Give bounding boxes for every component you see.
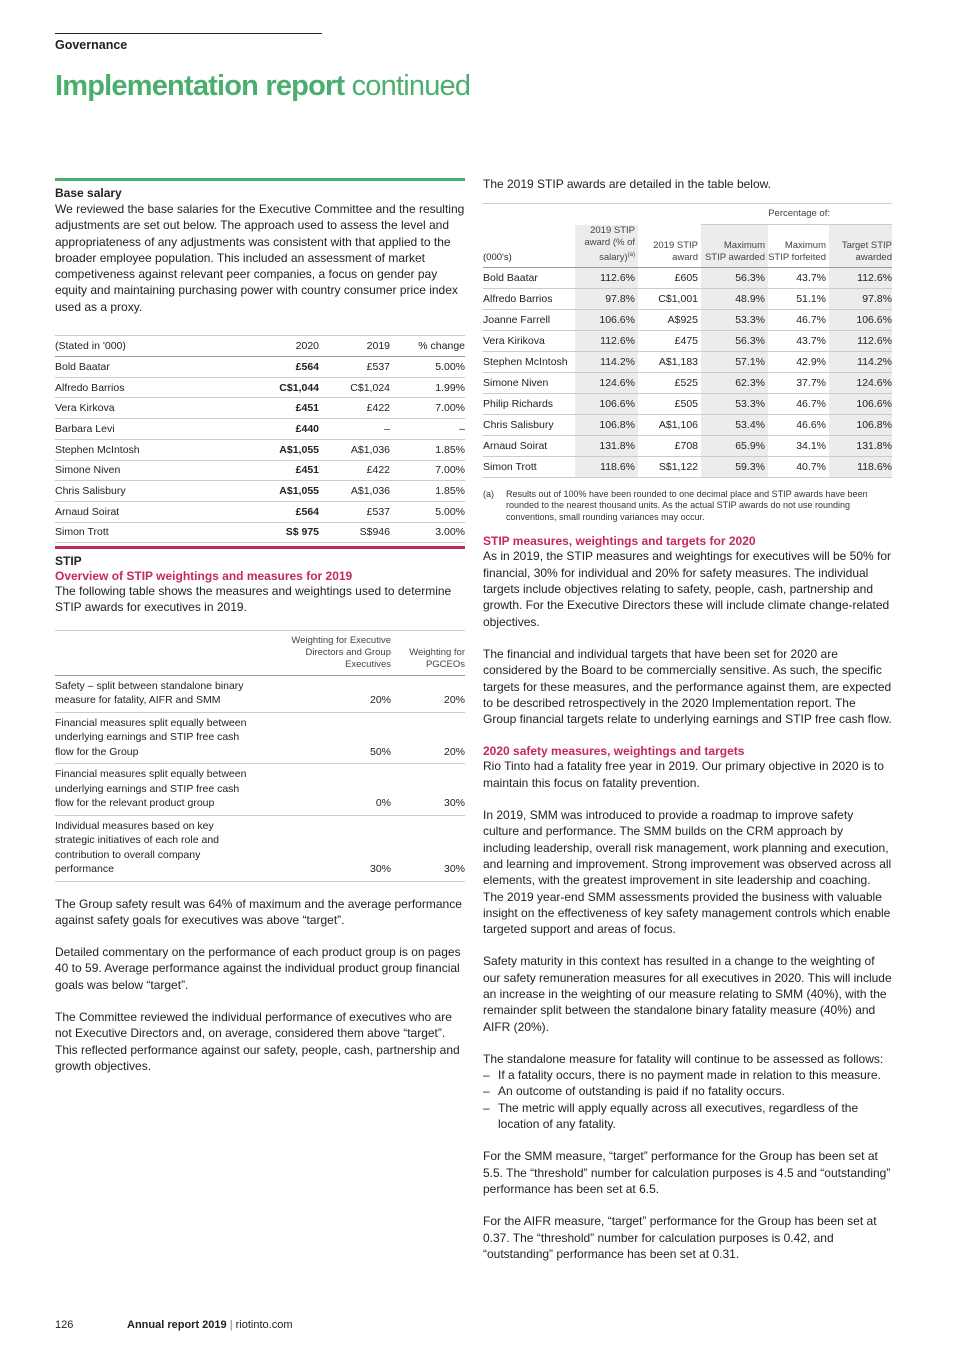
- cell-change: 3.00%: [390, 522, 465, 543]
- cell-max-awarded: 62.3%: [701, 372, 768, 393]
- cell-2020: A$1,055: [255, 439, 319, 460]
- safety-2020-para-4: The standalone measure for fatality will continue to be assessed as follows:: [483, 1051, 884, 1066]
- cell-pgceo-weight: 20%: [391, 712, 465, 764]
- footer-report: [127, 1319, 292, 1331]
- cell-measure: Financial measures split equally between underlying earnings and STIP free cash flow for the Group: [55, 712, 270, 764]
- stip-heading: STIP: [55, 554, 82, 568]
- table-row: [55, 419, 465, 440]
- footnote-text: Results out of 100% have been rounded to one decimal place and STIP awards have been rounded to the nearest thousand units. As the actual STIP awards do not use rounding conventions, small rounding variances may occur.: [506, 488, 868, 522]
- cell-name: Simone Niven: [55, 460, 255, 481]
- cell-exec-weight: 0%: [270, 764, 391, 816]
- cell-name: Barbara Levi: [55, 419, 255, 440]
- safety-2020-para-2: In 2019, SMM was introduced to provide a roadmap to improve safety culture and performance. The SMM builds on the CRM approach by including leadership, overall risk management, work planning and execution, and learning and improvement. Strong improvement was observed across all elements, with the greatest improvement in site leadership and coaching. The 2019 year-end SMM assessments provided the business with valuable insight on the effectiveness of key safety management controls which enable targeted support and areas of focus.: [483, 808, 892, 937]
- col-header: % change: [390, 336, 465, 357]
- cell-target-awarded: 118.6%: [829, 456, 892, 477]
- measures-2020-heading: STIP measures, weightings and targets for 2020: [483, 534, 756, 549]
- table-row: [483, 330, 892, 351]
- footer-separator: |: [229, 1319, 233, 1331]
- cell-2019: C$1,024: [319, 377, 390, 398]
- table-row: [55, 481, 465, 502]
- col-header: Target STIP awarded: [829, 225, 892, 268]
- col-header: 2019: [319, 336, 390, 357]
- header-rule: [55, 33, 322, 34]
- cell-target-awarded: 97.8%: [829, 288, 892, 309]
- cell-award: C$1,001: [638, 288, 701, 309]
- cell-max-forfeited: 34.1%: [768, 435, 829, 456]
- awards-intro: The 2019 STIP awards are detailed in the table below.: [483, 177, 771, 191]
- table-row: [483, 309, 892, 330]
- cell-award: S$1,122: [638, 456, 701, 477]
- cell-2020: £564: [255, 357, 319, 378]
- cell-name: Alfredo Barrios: [55, 377, 255, 398]
- cell-2019: £537: [319, 501, 390, 522]
- safety-2020-para-3: Safety maturity in this context has resulted in a change to the weighting of our safety remuneration measures for all executives in 2020. This will include an increase in the weighting of our measure relating to SMM (40%), with the remainder split between the standalone binary fatality measure (40%) and AIFR (20%).: [483, 954, 892, 1034]
- cell-award: A$1,183: [638, 351, 701, 372]
- cell-measure: Safety – split between standalone binary measure for fatality, AIFR and SMM: [55, 675, 270, 712]
- footnote-label: (a): [483, 488, 494, 499]
- cell-max-awarded: 65.9%: [701, 435, 768, 456]
- table-row: [483, 393, 892, 414]
- table-row: [55, 522, 465, 543]
- table-row: [483, 456, 892, 477]
- list-item: – An outcome of outstanding is paid if no fatality occurs.: [483, 1083, 892, 1099]
- cell-max-awarded: 59.3%: [701, 456, 768, 477]
- cell-change: 1.85%: [390, 481, 465, 502]
- cell-change: 7.00%: [390, 398, 465, 419]
- cell-award: £475: [638, 330, 701, 351]
- cell-change: 7.00%: [390, 460, 465, 481]
- cell-name: Simon Trott: [483, 456, 575, 477]
- col-header: 2020: [255, 336, 319, 357]
- stip-weightings-table: [55, 630, 465, 882]
- cell-name: Bold Baatar: [55, 357, 255, 378]
- table-row: [55, 764, 465, 816]
- cell-pgceo-weight: 30%: [391, 815, 465, 881]
- safety-2020-para-5: For the SMM measure, “target” performance for the Group has been set at 5.5. The “threshold” number for calculation purposes is 4.5 and “outstanding” performance has been set at 6.5.: [483, 1149, 891, 1196]
- cell-name: Arnaud Soirat: [483, 435, 575, 456]
- cell-2019: –: [319, 419, 390, 440]
- stip-awards-table: [483, 203, 892, 478]
- cell-max-awarded: 57.1%: [701, 351, 768, 372]
- cell-award: A$925: [638, 309, 701, 330]
- cell-name: Chris Salisbury: [55, 481, 255, 502]
- cell-name: Chris Salisbury: [483, 414, 575, 435]
- cell-2020: S$ 975: [255, 522, 319, 543]
- cell-change: –: [390, 419, 465, 440]
- cell-target-awarded: 124.6%: [829, 372, 892, 393]
- table-row: [483, 267, 892, 288]
- table-row: [55, 439, 465, 460]
- col-header: [55, 630, 270, 675]
- stip-subheading: Overview of STIP weightings and measures for 2019: [55, 569, 353, 583]
- cell-pgceo-weight: 20%: [391, 675, 465, 712]
- cell-name: Simon Trott: [55, 522, 255, 543]
- cell-2019: A$1,036: [319, 439, 390, 460]
- page-number: 126: [55, 1319, 74, 1331]
- table-row: [55, 675, 465, 712]
- stip-intro: The following table shows the measures and weightings used to determine STIP awards for executives in 2019.: [55, 584, 452, 615]
- table-row: [55, 712, 465, 764]
- cell-2020: £564: [255, 501, 319, 522]
- base-salary-intro: We reviewed the base salaries for the Executive Committee and the resulting adjustments are set out below. The approach used to assess the level and appropriateness of any adjustments was consistent with that applied to the broader employee population. This included an assessment of market competiveness against relevant peer companies, a focus on gender pay equity and maintaining purchasing power with country consumer price index used as a proxy.: [55, 202, 465, 314]
- cell-pct-salary: 124.6%: [575, 372, 638, 393]
- footer-site-link[interactable]: riotinto.com: [235, 1319, 293, 1331]
- cell-name: Simone Niven: [483, 372, 575, 393]
- stip-para-3: The Committee reviewed the individual performance of executives who are not Executive Directors and, on average, considered them above “target”. This reflected performance against our safety, people, cash, partnership and growth objectives.: [55, 1010, 460, 1073]
- cell-name: Arnaud Soirat: [55, 501, 255, 522]
- stip-section: [55, 546, 465, 1074]
- cell-target-awarded: 112.6%: [829, 330, 892, 351]
- cell-2020: £440: [255, 419, 319, 440]
- cell-name: Stephen McIntosh: [55, 439, 255, 460]
- table-row: [483, 351, 892, 372]
- cell-exec-weight: 50%: [270, 712, 391, 764]
- cell-pct-salary: 118.6%: [575, 456, 638, 477]
- cell-pct-salary: 97.8%: [575, 288, 638, 309]
- right-column: [483, 176, 892, 1262]
- cell-award: A$1,106: [638, 414, 701, 435]
- cell-target-awarded: 112.6%: [829, 267, 892, 288]
- base-salary-heading: Base salary: [55, 186, 122, 200]
- cell-max-awarded: 56.3%: [701, 330, 768, 351]
- cell-max-awarded: 53.3%: [701, 309, 768, 330]
- percentage-group-header: Percentage of:: [701, 204, 892, 225]
- list-item: – If a fatality occurs, there is no payment made in relation to this measure.: [483, 1067, 892, 1083]
- col-header: (Stated in '000): [55, 336, 255, 357]
- stip-para-1: The Group safety result was 64% of maximum and the average performance against safety goals for executives was above “target”.: [55, 896, 462, 927]
- cell-award: £505: [638, 393, 701, 414]
- cell-2020: £451: [255, 460, 319, 481]
- cell-award: £605: [638, 267, 701, 288]
- list-item: – The metric will apply equally across all executives, regardless of the location of any fatality.: [483, 1100, 892, 1133]
- base-salary-section: [55, 178, 465, 543]
- cell-change: 1.85%: [390, 439, 465, 460]
- cell-max-awarded: 48.9%: [701, 288, 768, 309]
- measures-2020-para-1: As in 2019, the STIP measures and weightings for executives will be 50% for financial, 30% for individual and 20% for safety measures. The individual targets include objectives relating to safety, people, cash, partnership and growth. For the Executive Directors these will include climate change-related objectives.: [483, 549, 891, 629]
- cell-2019: £422: [319, 398, 390, 419]
- table-row: [55, 815, 465, 881]
- cell-exec-weight: 30%: [270, 815, 391, 881]
- cell-max-forfeited: 46.6%: [768, 414, 829, 435]
- section-name: Governance: [55, 38, 128, 52]
- cell-max-awarded: 53.4%: [701, 414, 768, 435]
- cell-target-awarded: 106.6%: [829, 309, 892, 330]
- cell-max-forfeited: 37.7%: [768, 372, 829, 393]
- stip-para-2: Detailed commentary on the performance of each product group is on pages 40 to 59. Average performance against the individual product group financial goals was below “target”.: [55, 945, 461, 992]
- safety-2020-para-1: Rio Tinto had a fatality free year in 2019. Our primary objective in 2020 is to maintain this focus on fatality prevention.: [483, 759, 884, 790]
- cell-measure: Financial measures split equally between underlying earnings and STIP free cash flow for the relevant product group: [55, 764, 270, 816]
- table-row: [55, 377, 465, 398]
- section-rule: [55, 546, 465, 549]
- cell-target-awarded: 106.6%: [829, 393, 892, 414]
- table-row: [55, 357, 465, 378]
- cell-max-forfeited: 46.7%: [768, 393, 829, 414]
- col-header: Maximum STIP forfeited: [768, 239, 826, 263]
- cell-name: Joanne Farrell: [483, 309, 575, 330]
- cell-name: Alfredo Barrios: [483, 288, 575, 309]
- cell-max-forfeited: 43.7%: [768, 267, 829, 288]
- cell-max-awarded: 53.3%: [701, 393, 768, 414]
- cell-name: Philip Richards: [483, 393, 575, 414]
- cell-change: 5.00%: [390, 357, 465, 378]
- page-title: Implementation report continued: [55, 70, 471, 102]
- report-name: Annual report 2019: [127, 1319, 227, 1331]
- cell-change: 1.99%: [390, 377, 465, 398]
- col-header: [483, 204, 701, 225]
- cell-2019: S$946: [319, 522, 390, 543]
- cell-pct-salary: 106.8%: [575, 414, 638, 435]
- cell-max-forfeited: 51.1%: [768, 288, 829, 309]
- cell-target-awarded: 114.2%: [829, 351, 892, 372]
- col-header: 2019 STIP award (% of salary)$^{(a)}$: [575, 225, 638, 268]
- cell-2019: A$1,036: [319, 481, 390, 502]
- table-row: [483, 372, 892, 393]
- cell-award: £525: [638, 372, 701, 393]
- cell-name: Bold Baatar: [483, 267, 575, 288]
- table-row: [483, 414, 892, 435]
- table-row: [483, 288, 892, 309]
- table-row: [55, 460, 465, 481]
- cell-2020: A$1,055: [255, 481, 319, 502]
- table-row: [55, 501, 465, 522]
- cell-measure: Individual measures based on key strategic initiatives of each role and contribution to overall company performance: [55, 815, 270, 881]
- cell-name: Vera Kirikova: [483, 330, 575, 351]
- cell-max-forfeited: 43.7%: [768, 330, 829, 351]
- col-header: Maximum STIP awarded: [701, 225, 768, 268]
- measures-2020-para-2: The financial and individual targets that have been set for 2020 are considered by the Board to be commercially sensitive. As such, the specific targets for these measures, and the performance against them, are expected to be described retrospectively in the 2020 Implementation report. The Group financial targets relate to underlying earnings and STIP free cash flow.: [483, 646, 892, 727]
- cell-pgceo-weight: 30%: [391, 764, 465, 816]
- table-row: [55, 398, 465, 419]
- fatality-measure-list: [483, 1067, 892, 1132]
- cell-exec-weight: 20%: [270, 675, 391, 712]
- cell-pct-salary: 112.6%: [575, 330, 638, 351]
- cell-max-forfeited: 46.7%: [768, 309, 829, 330]
- cell-pct-salary: 106.6%: [575, 309, 638, 330]
- cell-pct-salary: 114.2%: [575, 351, 638, 372]
- cell-pct-salary: 131.8%: [575, 435, 638, 456]
- cell-max-forfeited: 42.9%: [768, 351, 829, 372]
- section-rule: [55, 178, 465, 181]
- cell-pct-salary: 112.6%: [575, 267, 638, 288]
- cell-max-forfeited: 40.7%: [768, 456, 829, 477]
- cell-target-awarded: 131.8%: [829, 435, 892, 456]
- cell-name: Vera Kirkova: [55, 398, 255, 419]
- col-header: Weighting for Executive Directors and Group Executives: [270, 630, 391, 675]
- cell-change: 5.00%: [390, 501, 465, 522]
- safety-2020-para-6: For the AIFR measure, “target” performance for the Group has been set at 0.37. The “threshold” number for calculation purposes is 0.42, and “outstanding” performance has been set at 0.31.: [483, 1214, 877, 1261]
- col-header: 2019 STIP award: [653, 239, 698, 263]
- table-row: [483, 435, 892, 456]
- base-salary-table: [55, 335, 465, 543]
- col-header: Weighting for PGCEOs: [391, 630, 465, 675]
- cell-2020: £451: [255, 398, 319, 419]
- cell-award: £708: [638, 435, 701, 456]
- cell-2019: £422: [319, 460, 390, 481]
- col-header: (000's): [483, 251, 512, 263]
- awards-footnote: [483, 489, 892, 524]
- safety-2020-heading: 2020 safety measures, weightings and targets: [483, 744, 745, 759]
- cell-pct-salary: 106.6%: [575, 393, 638, 414]
- cell-2019: £537: [319, 357, 390, 378]
- cell-2020: C$1,044: [255, 377, 319, 398]
- cell-max-awarded: 56.3%: [701, 267, 768, 288]
- cell-name: Stephen McIntosh: [483, 351, 575, 372]
- cell-target-awarded: 106.8%: [829, 414, 892, 435]
